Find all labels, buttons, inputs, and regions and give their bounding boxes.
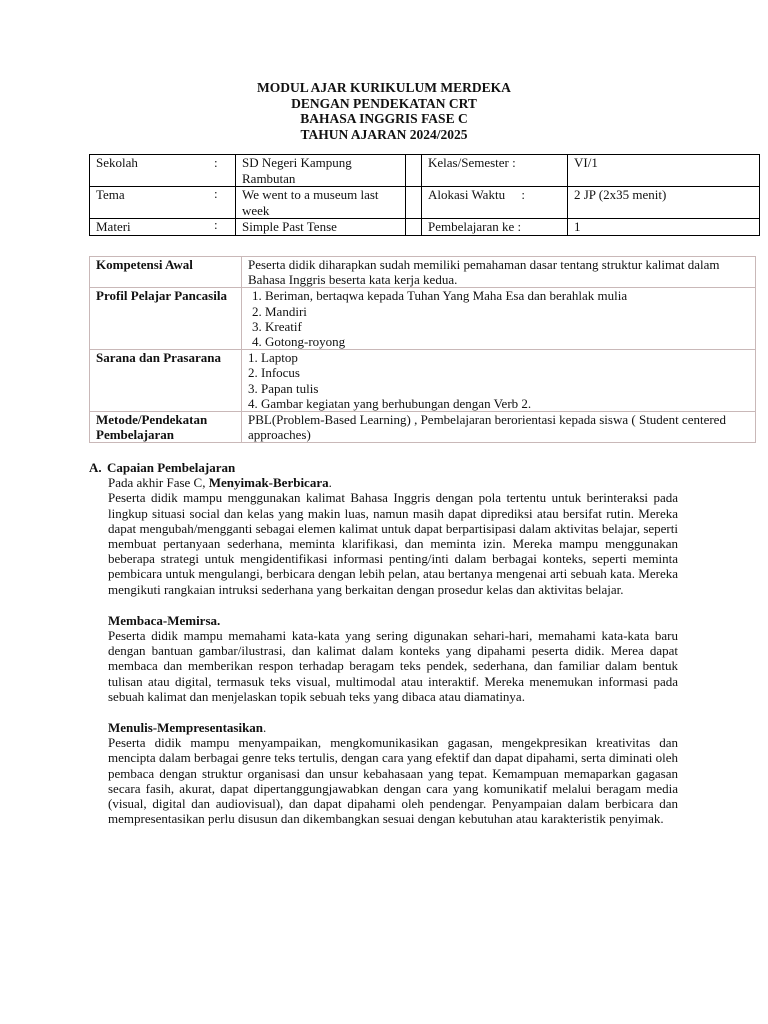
spacer-cell [406, 155, 422, 187]
label-cell: Tema [90, 187, 236, 219]
label-cell: Sekolah [90, 155, 236, 187]
intro-line: Pada akhir Fase C, Menyimak-Berbicara. [108, 475, 332, 491]
paragraph: Peserta didik mampu menggunakan kalimat Bahasa Inggris dengan pola tertentu untuk berinteraksi pada lingkup situasi social dan kelas yang makin luas, namun masih dapat diprediksi atau bersifat rutin. Mereka dapat mengubah/mengganti sebagai elemen kalimat untuk dapat berpartisipasi dalam aktivitas belajar, seperti membuat pertanyaan sederhana, meminta klarifikasi, dan meminta izin. Mereka mampu menggunakan beberapa strategi untuk mengidentifikasi informasi penting/inti dalam berbagai konteks, seperti meminta pembicara untuk mengulangi, berbicara dengan lebih pelan, atau bertanya mengenai arti sebuah kata. Mereka mengikuti rangkaian intruksi sederhana yang berkaitan dengan prosedur kelas dan aktivitas belajar. [108, 490, 678, 597]
competence-row [90, 350, 756, 412]
value2-cell: 2 JP (2x35 menit) [568, 187, 760, 219]
list-item: 4. Gambar kegiatan yang berhubungan dengan Verb 2. [248, 395, 532, 411]
list-item: 4. Gotong-royong [252, 334, 346, 350]
value2-cell: VI/1 [568, 155, 760, 187]
row-label: Sarana dan Prasarana [90, 350, 242, 412]
row-content: PBL(Problem-Based Learning) , Pembelajaran berorientasi kepada siswa ( Student centered approaches) [242, 412, 756, 443]
title-line-2: DENGAN PENDEKATAN CRT [291, 95, 477, 111]
identity-row [90, 219, 760, 236]
identity-row [90, 155, 760, 187]
label2-cell: Kelas/Semester : [422, 155, 568, 187]
title-line-1: MODUL AJAR KURIKULUM MERDEKA [257, 80, 511, 95]
section-a [90, 460, 678, 826]
row-content [242, 288, 756, 350]
title-line-4: TAHUN AJARAN 2024/2025 [300, 126, 468, 142]
title-line-3: BAHASA INGGRIS FASE C [300, 111, 468, 126]
colon-column: : : : [214, 155, 218, 232]
row-label: Metode/Pendekatan Pembelajaran [90, 412, 242, 443]
competence-row [90, 412, 756, 443]
label2-cell: Pembelajaran ke : [422, 219, 568, 236]
value-cell: Simple Past Tense [236, 219, 406, 236]
list-item: 2. Infocus [248, 365, 300, 381]
subheading: Membaca-Memirsa. [108, 612, 221, 628]
competence-row [90, 288, 756, 350]
value-cell: SD Negeri Kampung Rambutan [236, 155, 406, 187]
section-letter: A. [89, 460, 102, 475]
list-item: 1. Beriman, bertaqwa kepada Tuhan Yang Maha Esa dan berahlak mulia [252, 288, 628, 304]
section-heading [89, 460, 678, 475]
paragraph: Peserta didik mampu menyampaikan, mengkomunikasikan gagasan, mengekpresikan kreativitas dan mencipta dalam berbagai genre teks tertulis, dengan cara yang efektif dan dapat dipahami, serta diminati oleh pembaca dengan struktur organisasi dan unsur kebahasaan yang tepat. Kemampuan memaparkan gagasan secara fasih, akurat, dapat dipertanggungjawabkan dengan cara yang komunikatif melalui beragam media (visual, digital dan audiovisual), dan dapat dipahami oleh pendengar. Penyampaian dalam berbicara dan mempresentasikan perlu disusun dan dikembangkan sesuai dengan kebutuhan atau karakteristik penyimak. [108, 735, 678, 827]
identity-row [90, 187, 760, 219]
section-title: Capaian Pembelajaran [107, 460, 236, 475]
sarana-list [248, 350, 749, 411]
value2-cell: 1 [568, 219, 760, 236]
spacer-cell [406, 219, 422, 236]
competence-table [89, 256, 756, 443]
row-content: Peserta didik diharapkan sudah memiliki pemahaman dasar tentang struktur kalimat dalam Bahasa Inggris beserta kata kerja kedua. [242, 257, 756, 288]
paragraph: Peserta didik mampu memahami kata-kata yang sering digunakan sehari-hari, memahami kata-kata baru dengan bantuan gambar/ilustrasi, dan kalimat dalam konteks yang dipahami peserta didik. Merea dapat membaca dan memberikan respon terhadap beragam teks pendek, sederhana, dan familiar dalam bentuk tulisan atau digital, termasuk teks visual, multimodal atau interaktif. Mereka menemukan informasi pada sebuah kalimat dan menjelaskan topik sebuah teks yang dibaca atau diamatinya. [108, 628, 678, 704]
list-item: 3. Papan tulis [248, 380, 319, 396]
label2-cell: Alokasi Waktu : [422, 187, 568, 219]
spacer-cell [406, 187, 422, 219]
row-content [242, 350, 756, 412]
label-cell: Materi [90, 219, 236, 236]
list-item: 1. Laptop [248, 350, 298, 366]
row-label: Profil Pelajar Pancasila [90, 288, 242, 350]
value-cell: We went to a museum last week [236, 187, 406, 219]
document-title [0, 80, 768, 142]
identity-table [89, 154, 760, 236]
list-item: 2. Mandiri [252, 303, 307, 319]
list-item: 3. Kreatif [252, 318, 302, 334]
subheading: Menulis-Mempresentasikan. [108, 720, 267, 736]
row-label: Kompetensi Awal [90, 257, 242, 288]
profil-list [252, 288, 749, 349]
competence-row [90, 257, 756, 288]
